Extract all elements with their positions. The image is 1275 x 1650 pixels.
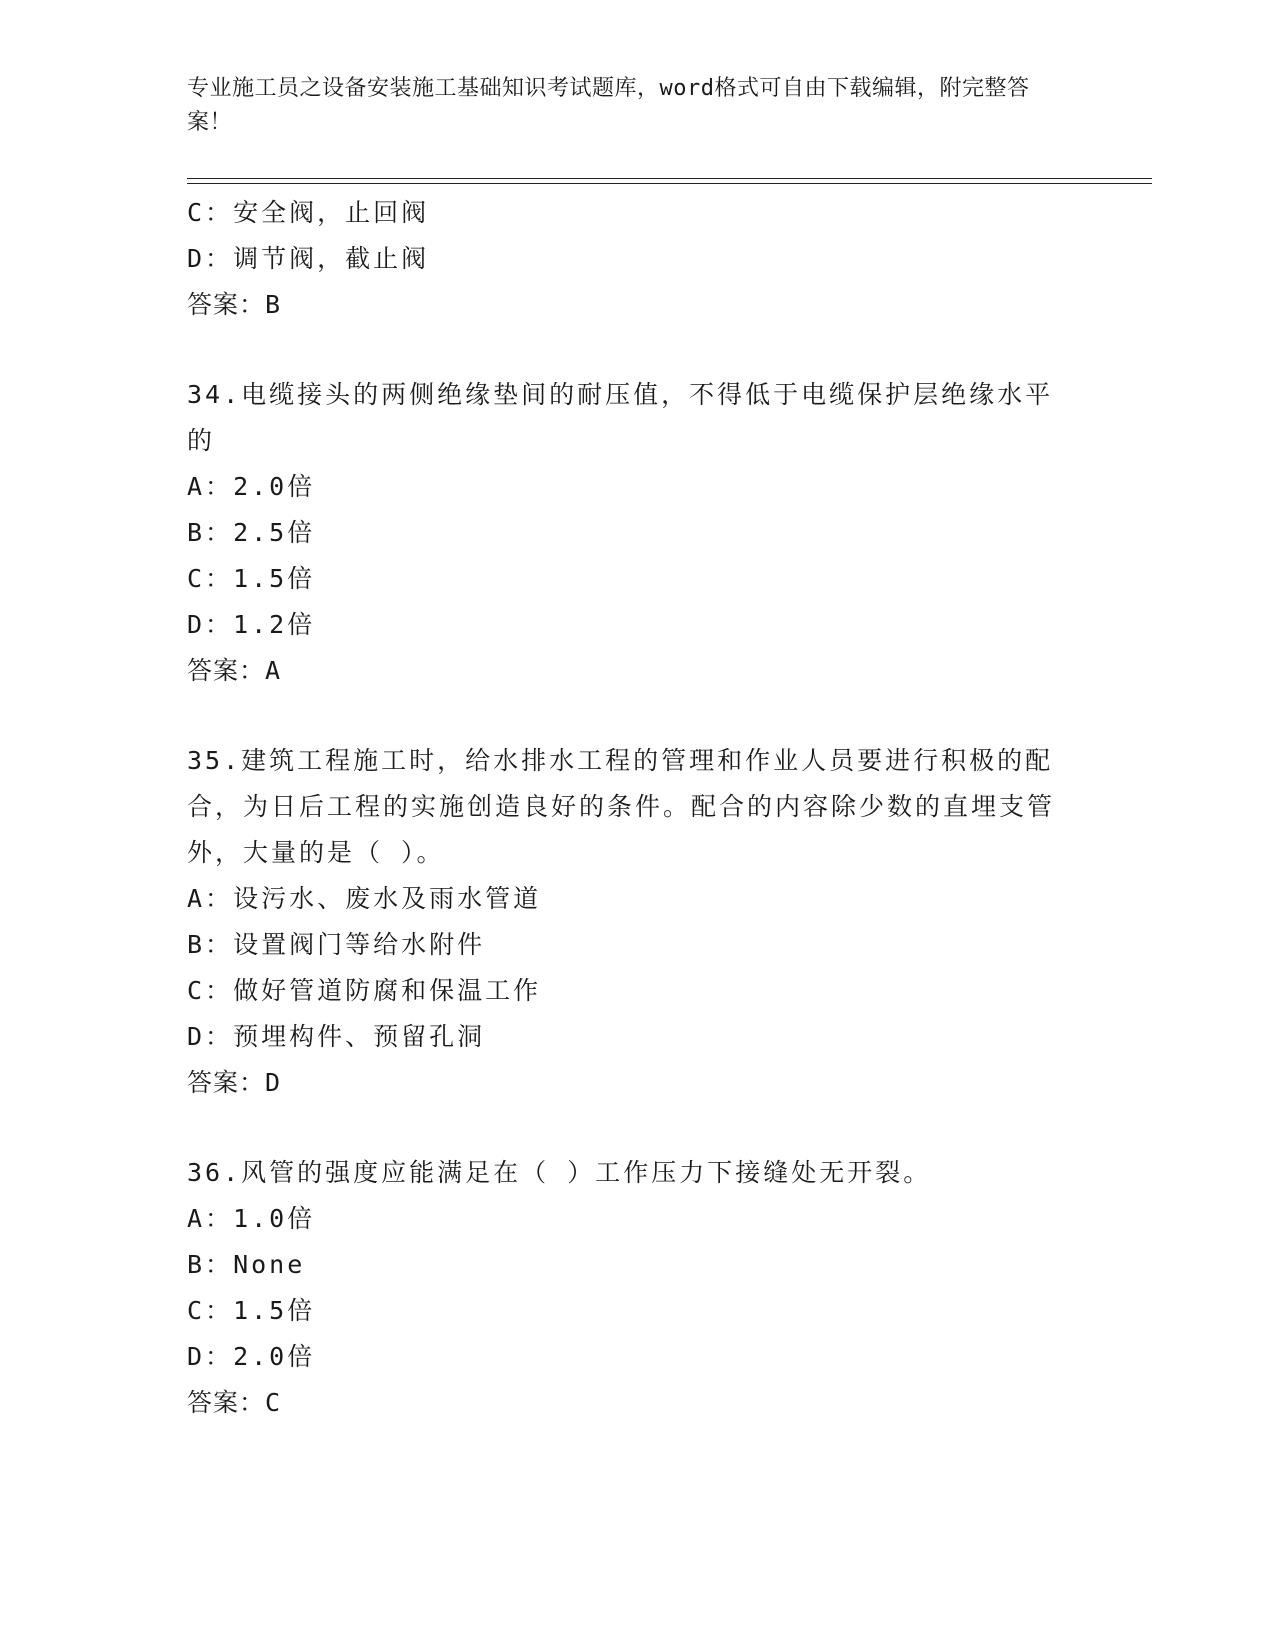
option-d: D：2.0倍 [187, 1342, 316, 1371]
option-c: C：安全阀，止回阀 [187, 198, 430, 227]
page-header: 专业施工员之设备安装施工基础知识考试题库，word格式可自由下载编辑，附完整答案！ [187, 76, 1030, 135]
answer-line: 答案：C [187, 1388, 282, 1417]
option-c: C：1.5倍 [187, 1296, 316, 1325]
option-d: D：调节阀，截止阀 [187, 244, 430, 273]
answer-line: 答案：B [187, 290, 282, 319]
option-a: A：1.0倍 [187, 1204, 316, 1233]
option-b: B：2.5倍 [187, 518, 316, 547]
option-b: B：设置阀门等给水附件 [187, 930, 486, 959]
option-a: A：2.0倍 [187, 472, 316, 501]
option-c: C：做好管道防腐和保温工作 [187, 976, 542, 1005]
question-stem: 34.电缆接头的两侧绝缘垫间的耐压值，不得低于电缆保护层绝缘水平的 [187, 380, 1054, 455]
question-36 [187, 1150, 1087, 1426]
header-double-rule [187, 178, 1152, 184]
option-c: C：1.5倍 [187, 564, 316, 593]
question-stem: 35.建筑工程施工时，给水排水工程的管理和作业人员要进行积极的配合，为日后工程的实施创造良好的条件。配合的内容除少数的直埋支管外，大量的是（ ）。 [187, 746, 1056, 867]
answer-line: 答案：D [187, 1068, 282, 1097]
question-34 [187, 372, 1087, 694]
answer-line: 答案：A [187, 656, 282, 685]
question-stem: 36.风管的强度应能满足在（ ）工作压力下接缝处无开裂。 [187, 1158, 932, 1187]
option-d: D：预埋构件、预留孔洞 [187, 1022, 486, 1051]
option-b: B：None [187, 1250, 306, 1279]
option-d: D：1.2倍 [187, 610, 316, 639]
option-a: A：设污水、废水及雨水管道 [187, 884, 542, 913]
previous-question-tail [187, 190, 1087, 328]
question-content [187, 190, 1087, 1426]
question-35 [187, 738, 1087, 1106]
